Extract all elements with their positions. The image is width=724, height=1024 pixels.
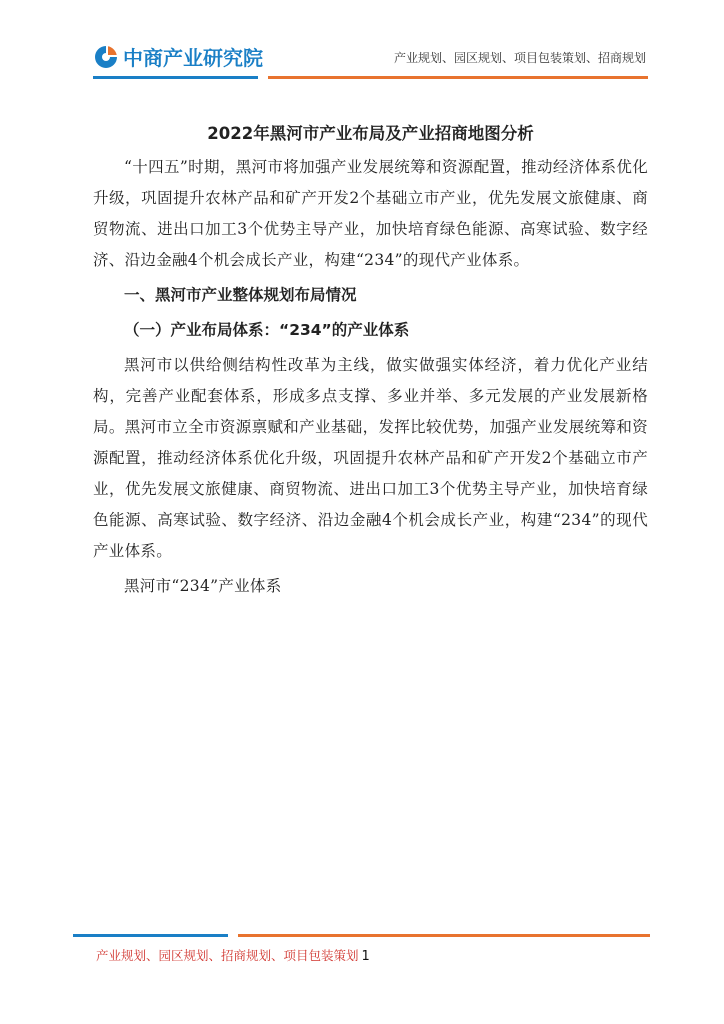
intro-paragraph: “十四五”时期，黑河市将加强产业发展统筹和资源配置，推动经济体系优化升级，巩固提升农林产品和矿产开发2个基础立市产业，优先发展文旅健康、商贸物流、进出口加工3个优势主导产业，加快培育绿色能源、高寒试验、数字经济、沿边金融4个机会成长产业，构建“234”的现代产业体系。 <box>93 158 648 269</box>
logo <box>93 42 263 71</box>
page-footer <box>96 946 370 964</box>
page-header <box>0 0 724 90</box>
document-title: 2022年黑河市产业布局及产业招商地图分析 <box>207 124 534 143</box>
company-logo-icon <box>93 44 119 70</box>
header-divider-orange <box>268 76 648 79</box>
figure-caption: 黑河市“234”产业体系 <box>124 577 282 595</box>
section-heading: 一、黑河市产业整体规划布局情况 <box>124 286 357 304</box>
page-number: 1 <box>361 949 370 964</box>
footer-slogan: 产业规划、园区规划、招商规划、项目包装策划 <box>96 948 359 963</box>
body-paragraph: 黑河市以供给侧结构性改革为主线，做实做强实体经济，着力优化产业结构，完善产业配套体系，形成多点支撑、多业并举、多元发展的产业发展新格局。黑河市立全市资源禀赋和产业基础，发挥比较优势，加强产业发展统筹和资源配置，推动经济体系优化升级，巩固提升农林产品和矿产开发2个基础立市产业，优先发展文旅健康、商贸物流、进出口加工3个优势主导产业，加快培育绿色能源、高寒试验、数字经济、沿边金融4个机会成长产业，构建“234”的现代产业体系。 <box>93 356 648 560</box>
header-slogan: 产业规划、园区规划、项目包装策划、招商规划 <box>393 51 646 65</box>
subsection-heading: （一）产业布局体系：“234”的产业体系 <box>124 321 410 339</box>
footer-divider-blue <box>73 934 228 937</box>
document-body <box>93 120 648 602</box>
logo-text: 中商产业研究院 <box>123 46 263 70</box>
header-divider-blue <box>93 76 258 79</box>
footer-divider-orange <box>238 934 650 937</box>
